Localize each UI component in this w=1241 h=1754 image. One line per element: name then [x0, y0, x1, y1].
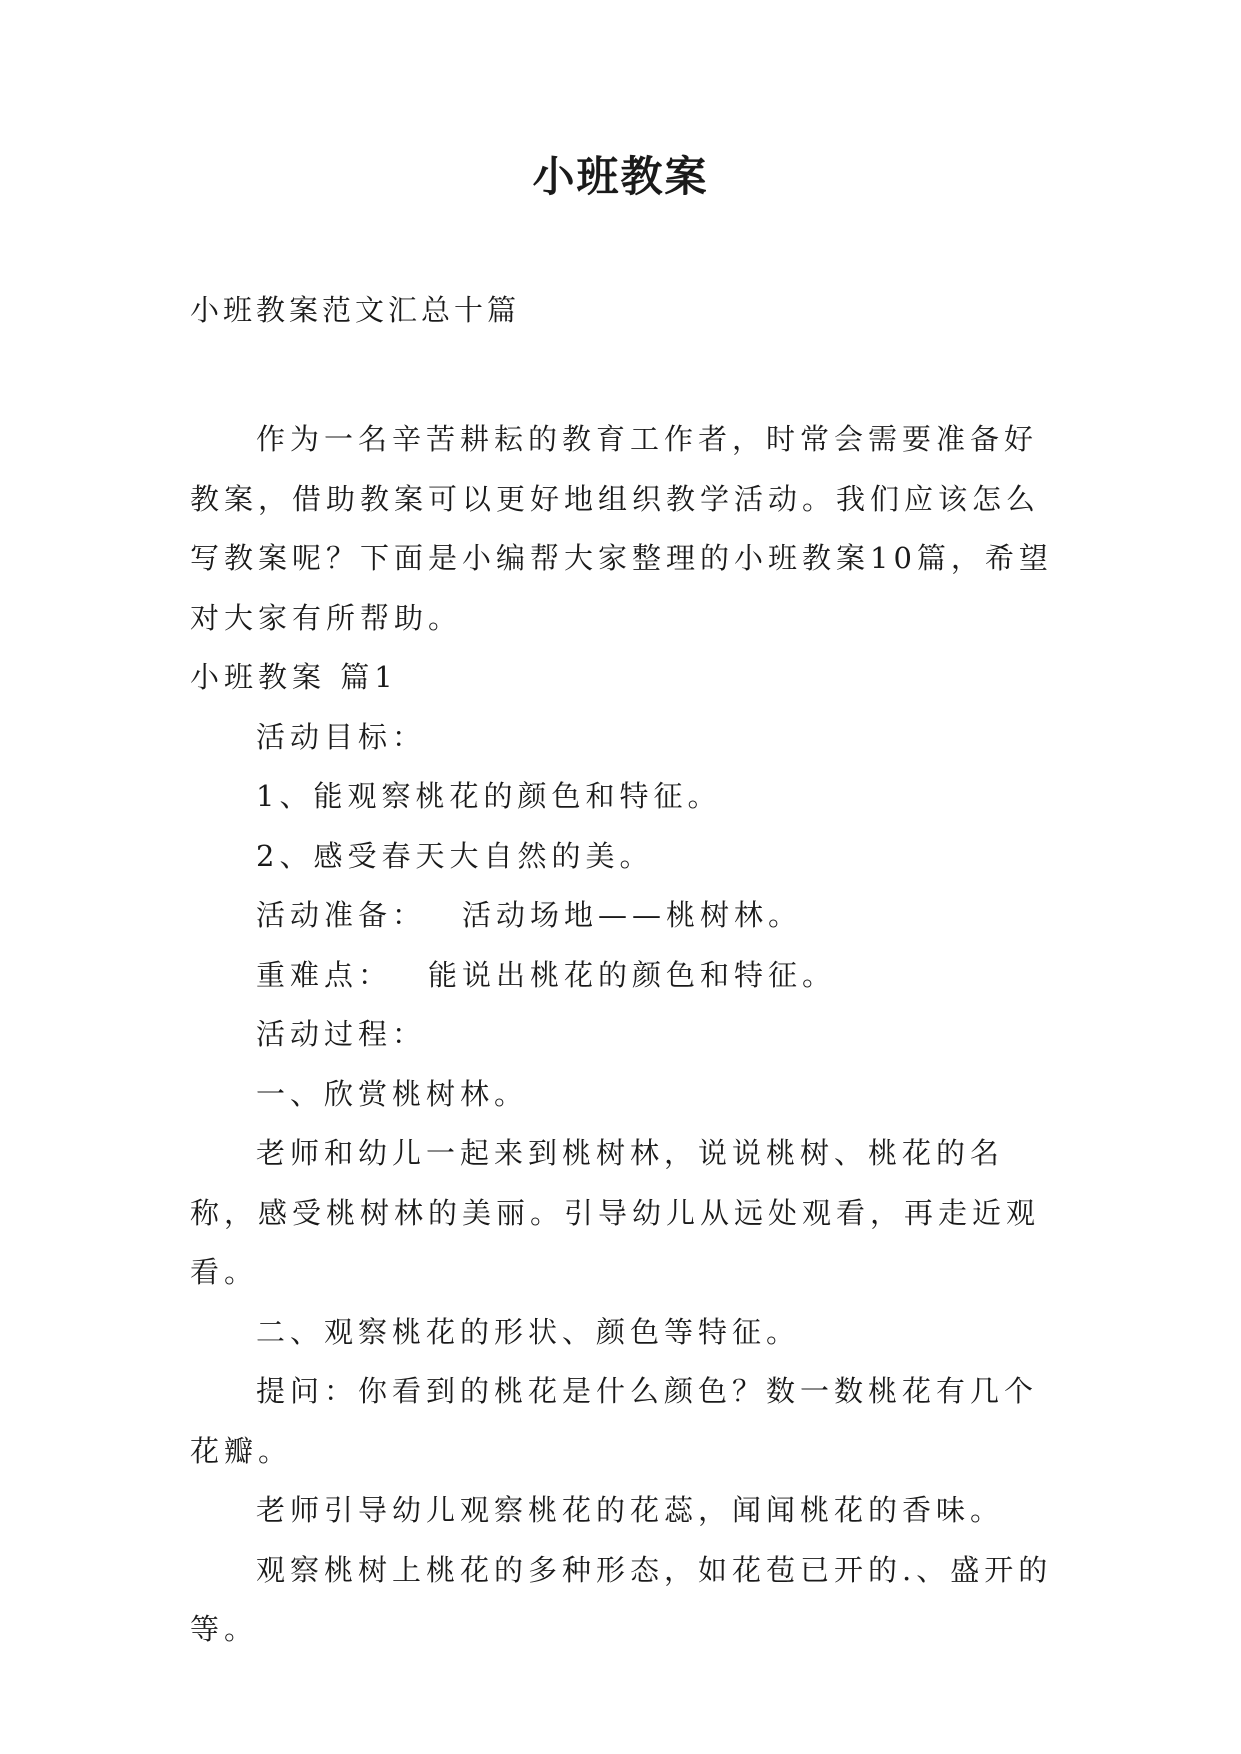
- document-title: 小班教案: [532, 152, 709, 201]
- goal-item: 2、感受春天大自然的美。: [256, 838, 654, 873]
- goal-item: 1、能观察桃花的颜色和特征。: [256, 779, 722, 813]
- step-paragraph: 观察桃树上桃花的多种形态，如花苞已开的.、盛开的等。: [190, 1552, 1053, 1646]
- prep-line: [190, 886, 1055, 946]
- key-label: 重难点：: [256, 957, 393, 992]
- step-title: 二、观察桃花的形状、颜色等特征。: [256, 1314, 801, 1349]
- step-paragraph: 老师和幼儿一起来到桃树林，说说桃树、桃花的名称，感受桃树林的美丽。引导幼儿从远处观看，再走近观看。: [190, 1136, 1041, 1289]
- step-paragraph: 老师引导幼儿观察桃花的花蕊，闻闻桃花的香味。: [256, 1493, 1005, 1527]
- intro-paragraph: 作为一名辛苦耕耘的教育工作者，时常会需要准备好教案，借助教案可以更好地组织教学活动。我们应该怎么写教案呢？下面是小编帮大家整理的小班教案10篇，希望对大家有所帮助。: [190, 422, 1053, 635]
- prep-label: 活动准备：: [256, 898, 427, 932]
- document-subtitle: 小班教案范文汇总十篇: [190, 293, 521, 327]
- section-heading: 小班教案 篇1: [190, 660, 398, 694]
- document-body: [190, 410, 1055, 1660]
- prep-value: 活动场地——桃树林。: [462, 898, 803, 932]
- key-line: [190, 946, 1055, 1006]
- key-value: 能说出桃花的颜色和特征。: [428, 957, 837, 992]
- step-title: 一、欣赏桃树林。: [256, 1076, 529, 1111]
- step-question: 提问：你看到的桃花是什么颜色？数一数桃花有几个花瓣。: [190, 1374, 1039, 1468]
- goals-label: 活动目标：: [256, 719, 427, 754]
- process-label: 活动过程：: [256, 1017, 427, 1051]
